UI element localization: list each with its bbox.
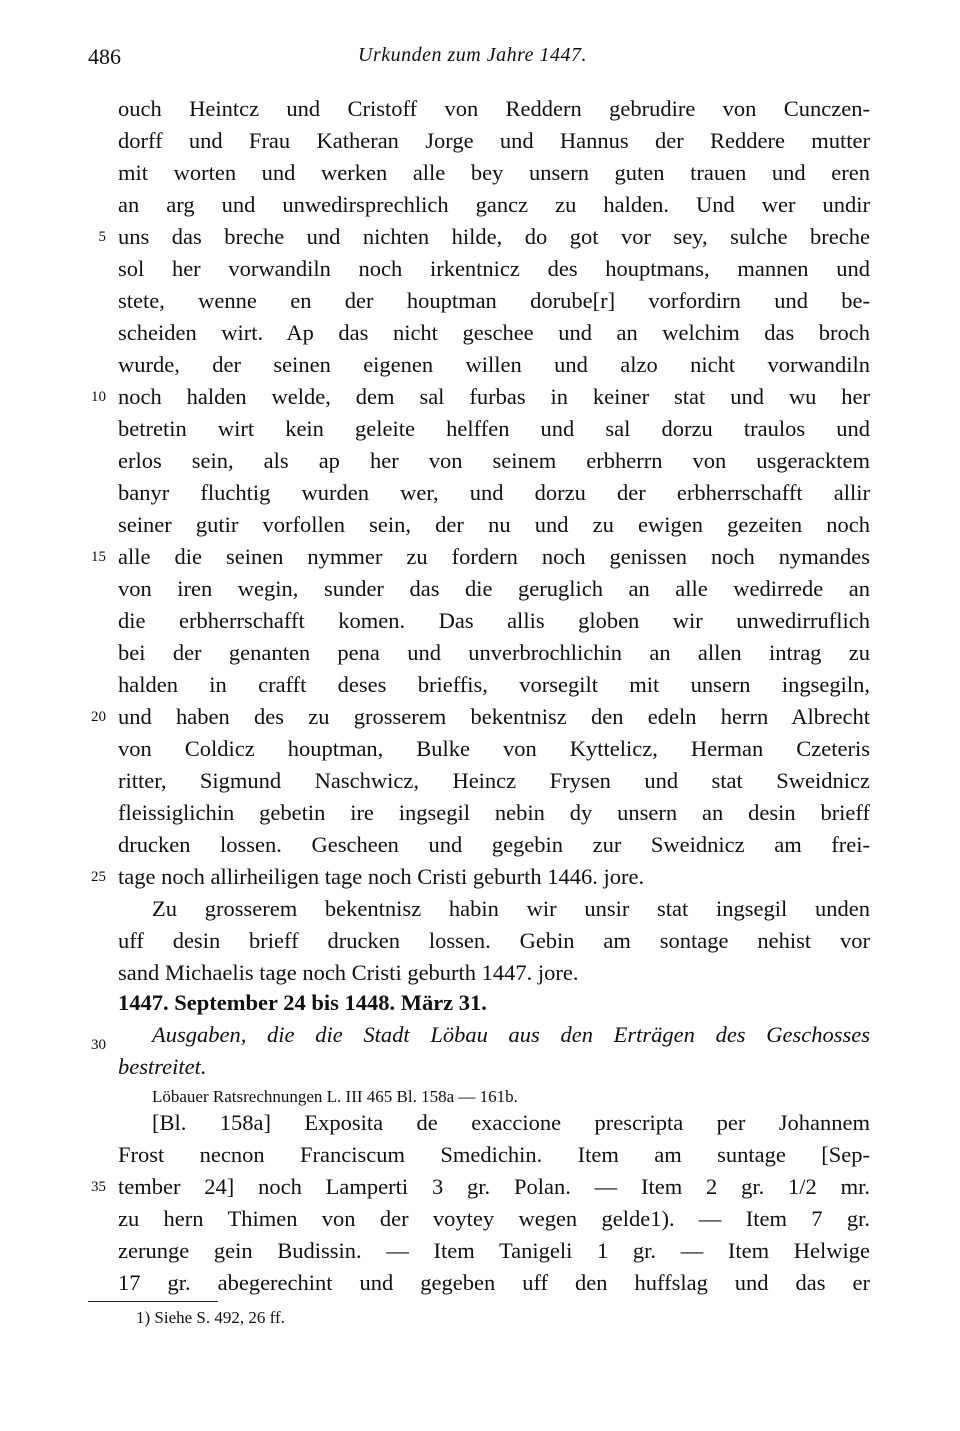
section-line: Frost necnon Franciscum Smedichin. Item am suntage [Sep- <box>118 1142 870 1167</box>
body-line: stete, wenne en der houptman dorube[r] vorfordirn und be- <box>118 288 870 313</box>
section-line: zu hern Thimen von der voytey wegen gelde1). — Item 7 gr. <box>118 1206 870 1231</box>
body-line: scheiden wirt. Ap das nicht geschee und an welchim das broch <box>118 320 870 345</box>
body-line: wurde, der seinen eigenen willen und alzo nicht vorwandiln <box>118 352 870 377</box>
footnote: 1) Siehe S. 492, 26 ff. <box>136 1308 285 1327</box>
body-line: bei der genanten pena und unverbrochlichin an allen intrag zu <box>118 640 870 665</box>
section-heading: 1447. September 24 bis 1448. März 31. <box>118 990 487 1015</box>
body-line: Zu grosserem bekentnisz habin wir unsir stat ingsegil unden <box>152 896 870 921</box>
body-line: erlos sein, als ap her von seinem erbherrn von usgeracktem <box>118 448 870 473</box>
line-number: 30 <box>91 1037 106 1053</box>
source-citation: Löbauer Ratsrechnungen L. III 465 Bl. 158a — 161b. <box>152 1087 518 1106</box>
running-title: Urkunden zum Jahre 1447. <box>358 44 588 66</box>
section-line: 17 gr. abegerechint und gegeben uff den huffslag und das er <box>118 1270 870 1295</box>
line-number: 25 <box>91 869 106 885</box>
line-number: 35 <box>91 1179 106 1195</box>
line-number: 15 <box>91 549 106 565</box>
body-line: fleissiglichin gebetin ire ingsegil nebin dy unsern an desin brieff <box>118 800 870 825</box>
body-line: von Coldicz houptman, Bulke von Kyttelicz, Herman Czeteris <box>118 736 870 761</box>
body-line: betretin wirt kein geleite helffen und sal dorzu traulos und <box>118 416 870 441</box>
body-line: an arg und unwedirsprechlich gancz zu halden. Und wer undir <box>118 192 870 217</box>
footnote-divider <box>88 1301 218 1302</box>
body-line: uns das breche und nichten hilde, do got vor sey, sulche breche <box>118 224 870 249</box>
body-line: dorff und Frau Katheran Jorge und Hannus der Reddere mutter <box>118 128 870 153</box>
section-line: tember 24] noch Lamperti 3 gr. Polan. — Item 2 gr. 1/2 mr. <box>118 1174 870 1199</box>
line-number: 20 <box>91 709 106 725</box>
body-line: banyr fluchtig wurden wer, und dorzu der erbherrschafft allir <box>118 480 870 505</box>
line-number: 5 <box>98 229 106 245</box>
page-header <box>0 44 960 76</box>
section-line: zerunge gein Budissin. — Item Tanigeli 1 gr. — Item Helwige <box>118 1238 870 1263</box>
body-line: und haben des zu grosserem bekentnisz den edeln herrn Albrecht <box>118 704 870 729</box>
section-subtitle-continued: bestreitet. <box>118 1054 207 1079</box>
body-line: halden in crafft deses brieffis, vorsegilt mit unsern ingsegiln, <box>118 672 870 697</box>
section-line: [Bl. 158a] Exposita de exaccione prescripta per Johannem <box>152 1110 870 1135</box>
section-subtitle: Ausgaben, die die Stadt Löbau aus den Erträgen des Geschosses <box>152 1022 870 1047</box>
body-line: mit worten und werken alle bey unsern guten trauen und eren <box>118 160 870 185</box>
body-line: seiner gutir vorfollen sein, der nu und zu ewigen gezeiten noch <box>118 512 870 537</box>
body-line: ritter, Sigmund Naschwicz, Heincz Frysen und stat Sweidnicz <box>118 768 870 793</box>
body-line: noch halden welde, dem sal furbas in keiner stat und wu her <box>118 384 870 409</box>
body-line: sand Michaelis tage noch Cristi geburth 1447. jore. <box>118 960 579 985</box>
body-line: alle die seinen nymmer zu fordern noch genissen noch nymandes <box>118 544 870 569</box>
page-number: 486 <box>88 44 121 69</box>
body-line: die erbherrschafft komen. Das allis globen wir unwedirruflich <box>118 608 870 633</box>
line-number: 10 <box>91 389 106 405</box>
body-line: von iren wegin, sunder das die geruglich an alle wedirrede an <box>118 576 870 601</box>
body-line: ouch Heintcz und Cristoff von Reddern gebrudire von Cunczen- <box>118 96 870 121</box>
body-line: sol her vorwandiln noch irkentnicz des houptmans, mannen und <box>118 256 870 281</box>
body-line: tage noch allirheiligen tage noch Cristi geburth 1446. jore. <box>118 864 645 889</box>
body-line: drucken lossen. Gescheen und gegebin zur Sweidnicz am frei- <box>118 832 870 857</box>
body-line: uff desin brieff drucken lossen. Gebin am sontage nehist vor <box>118 928 870 953</box>
